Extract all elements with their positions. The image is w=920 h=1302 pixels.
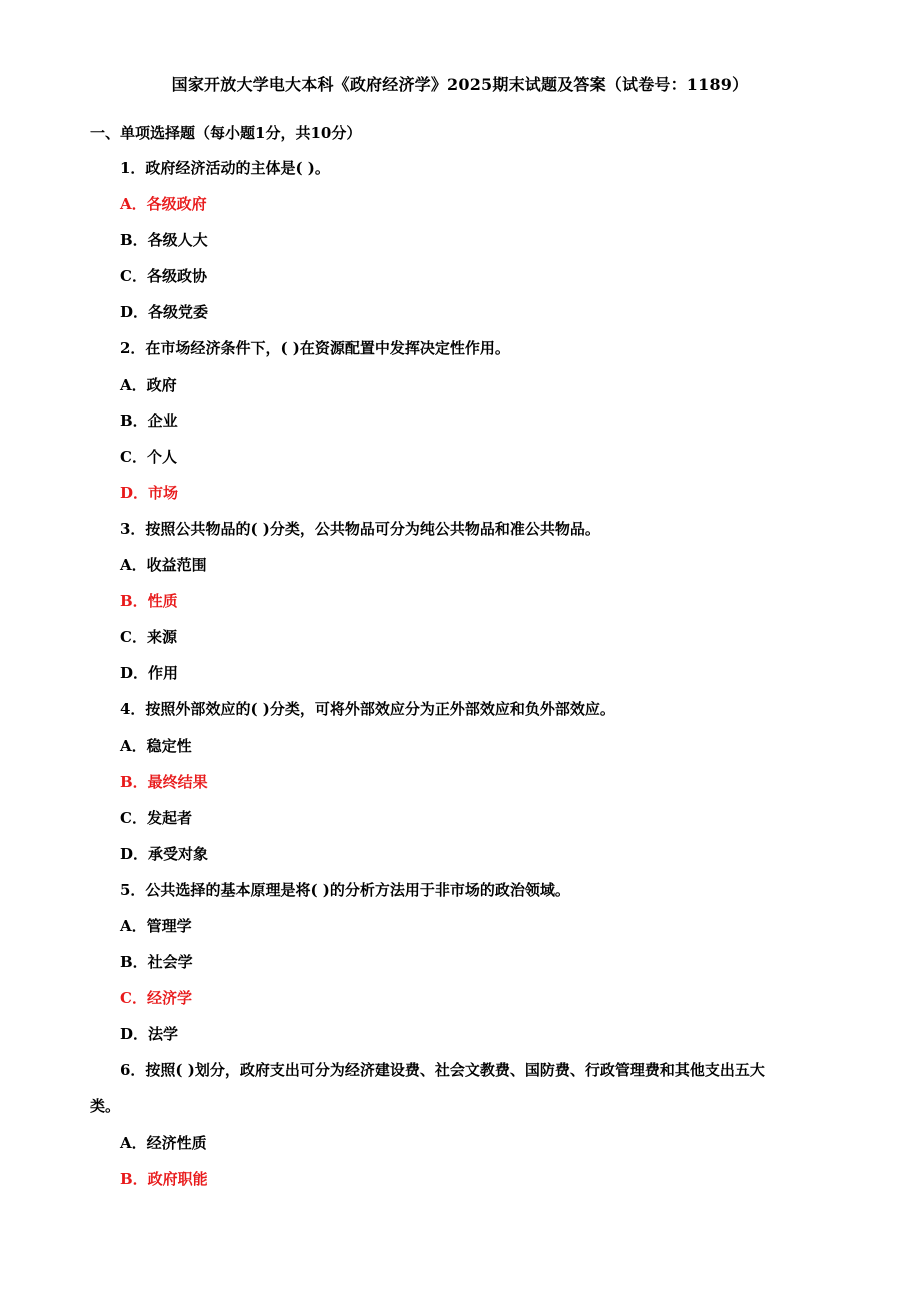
question-stem: 3．按照公共物品的( )分类，公共物品可分为纯公共物品和准公共物品。 [120,519,600,538]
option: C．各级政协 [120,267,207,286]
question-stem: 1．政府经济活动的主体是( )。 [120,159,330,177]
question-stem: 2．在市场经济条件下，( )在资源配置中发挥决定性作用。 [120,339,510,358]
option: D．各级党委 [120,303,209,322]
option: C．发起者 [120,808,192,827]
option: A．管理学 [120,916,192,935]
option: A．稳定性 [120,736,192,755]
option-correct: C．经济学 [120,989,192,1008]
option-correct: B．性质 [120,592,178,611]
document-title: 国家开放大学电大本科《政府经济学》2025期末试题及答案（试卷号：1189） [171,75,749,94]
question-list [0,155,920,1202]
question-stem-continuation: 类。 [90,1097,121,1116]
option: B．社会学 [120,953,193,972]
option: D．作用 [120,664,179,683]
option: A．收益范围 [120,556,207,575]
option-correct: B．政府职能 [120,1169,208,1188]
question-stem: 6．按照( )划分，政府支出可分为经济建设费、社会文教费、国防费、行政管理费和其他支出五大 [120,1061,765,1080]
option-correct: A．各级政府 [120,195,207,214]
option-correct: B．最终结果 [120,772,208,791]
option: A．经济性质 [120,1133,207,1152]
option: C．来源 [120,628,177,647]
option: B．企业 [120,411,178,430]
section-heading: 一、单项选择题（每小题1分，共10分） [90,124,362,142]
option: B．各级人大 [120,231,208,250]
question-stem: 5．公共选择的基本原理是将( )的分析方法用于非市场的政治领域。 [120,880,570,899]
option: A．政府 [120,375,177,394]
option: C．个人 [120,447,177,466]
option: D．法学 [120,1025,179,1044]
option: D．承受对象 [120,844,209,863]
question-stem: 4．按照外部效应的( )分类，可将外部效应分为正外部效应和负外部效应。 [120,700,615,719]
option-correct: D．市场 [120,483,179,502]
